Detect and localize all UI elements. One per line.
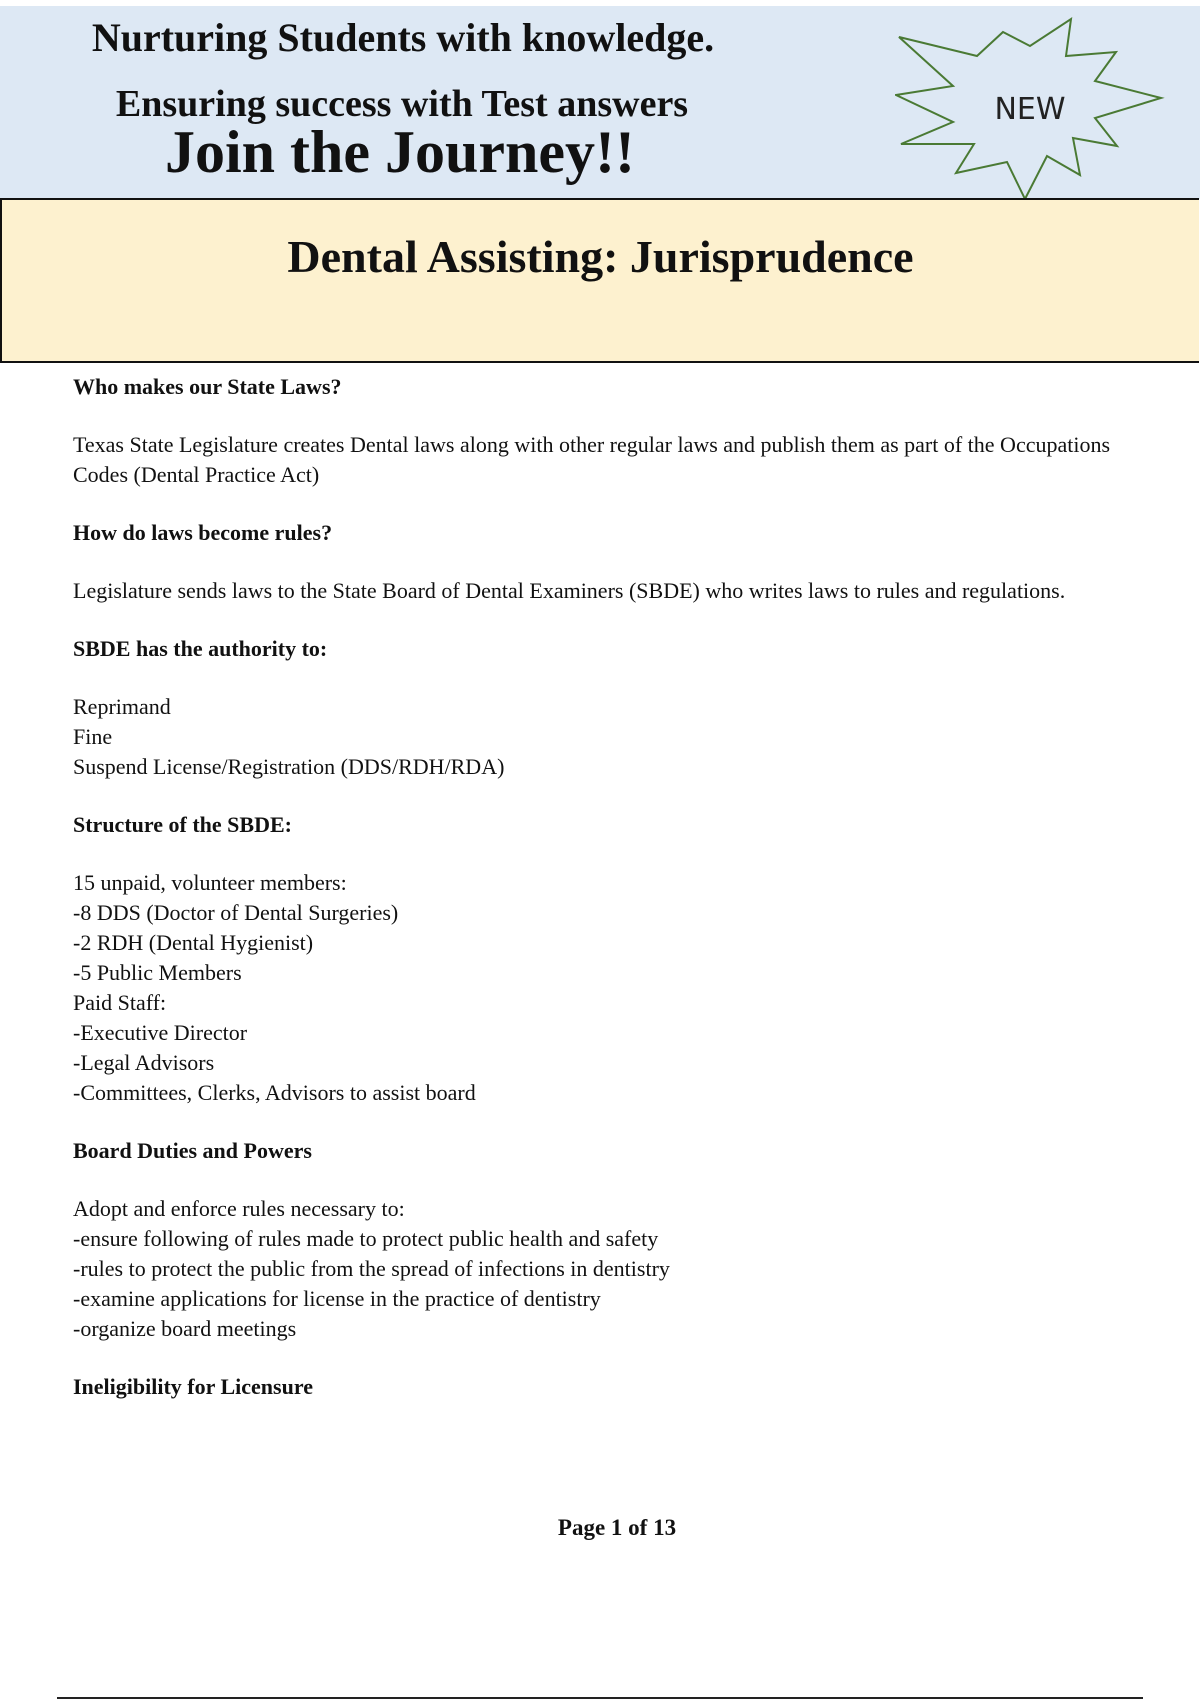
section-paragraph: Legislature sends laws to the State Board of Dental Examiners (SBDE) who writes laws to rules and regulations. bbox=[73, 578, 1066, 603]
banner-tagline-1: Nurturing Students with knowledge. bbox=[91, 15, 715, 60]
list-item: Fine bbox=[73, 724, 113, 749]
document-body bbox=[73, 372, 1163, 1402]
section-heading: Who makes our State Laws? bbox=[73, 374, 342, 399]
promo-banner bbox=[0, 6, 1200, 199]
list-item: Suspend License/Registration (DDS/RDH/RDA) bbox=[73, 754, 505, 779]
section-board-duties bbox=[73, 1136, 1163, 1344]
document-title-box bbox=[0, 198, 1199, 363]
list-item: 15 unpaid, volunteer members: bbox=[73, 870, 347, 895]
list-item: -Legal Advisors bbox=[73, 1050, 215, 1075]
list-item: -2 RDH (Dental Hygienist) bbox=[73, 930, 314, 955]
section-sbde-authority bbox=[73, 634, 1163, 782]
section-ineligibility bbox=[73, 1372, 1163, 1402]
section-sbde-structure bbox=[73, 810, 1163, 1108]
section-heading: Board Duties and Powers bbox=[73, 1138, 312, 1163]
starburst-icon bbox=[895, 16, 1165, 202]
document-title: Dental Assisting: Jurisprudence bbox=[287, 231, 914, 282]
banner-headline: Join the Journey!! bbox=[165, 119, 635, 185]
list-item: -Executive Director bbox=[73, 1020, 248, 1045]
banner-tagline-2: Ensuring success with Test answers bbox=[115, 83, 689, 125]
list-item: -Committees, Clerks, Advisors to assist board bbox=[73, 1080, 476, 1105]
page-number: Page 1 of 13 bbox=[557, 1515, 677, 1540]
list-item: -ensure following of rules made to protect public health and safety bbox=[73, 1226, 659, 1251]
list-item: -8 DDS (Doctor of Dental Surgeries) bbox=[73, 900, 399, 925]
footer-divider bbox=[57, 1697, 1143, 1699]
section-paragraph: Texas State Legislature creates Dental laws along with other regular laws and publish them as part of the Occupations Codes (Dental Practice Act) bbox=[73, 432, 1111, 487]
section-heading: Structure of the SBDE: bbox=[73, 812, 292, 837]
list-item: -5 Public Members bbox=[73, 960, 242, 985]
new-badge-label: NEW bbox=[994, 92, 1066, 127]
section-laws-to-rules bbox=[73, 518, 1163, 606]
list-item: Paid Staff: bbox=[73, 990, 167, 1015]
list-item: -organize board meetings bbox=[73, 1316, 297, 1341]
list-item: Adopt and enforce rules necessary to: bbox=[73, 1196, 405, 1221]
list-item: -examine applications for license in the practice of dentistry bbox=[73, 1286, 601, 1311]
section-heading: Ineligibility for Licensure bbox=[73, 1374, 313, 1399]
section-state-laws bbox=[73, 372, 1163, 490]
list-item: Reprimand bbox=[73, 694, 171, 719]
section-heading: How do laws become rules? bbox=[73, 520, 333, 545]
section-heading: SBDE has the authority to: bbox=[73, 636, 328, 661]
list-item: -rules to protect the public from the spread of infections in dentistry bbox=[73, 1256, 670, 1281]
